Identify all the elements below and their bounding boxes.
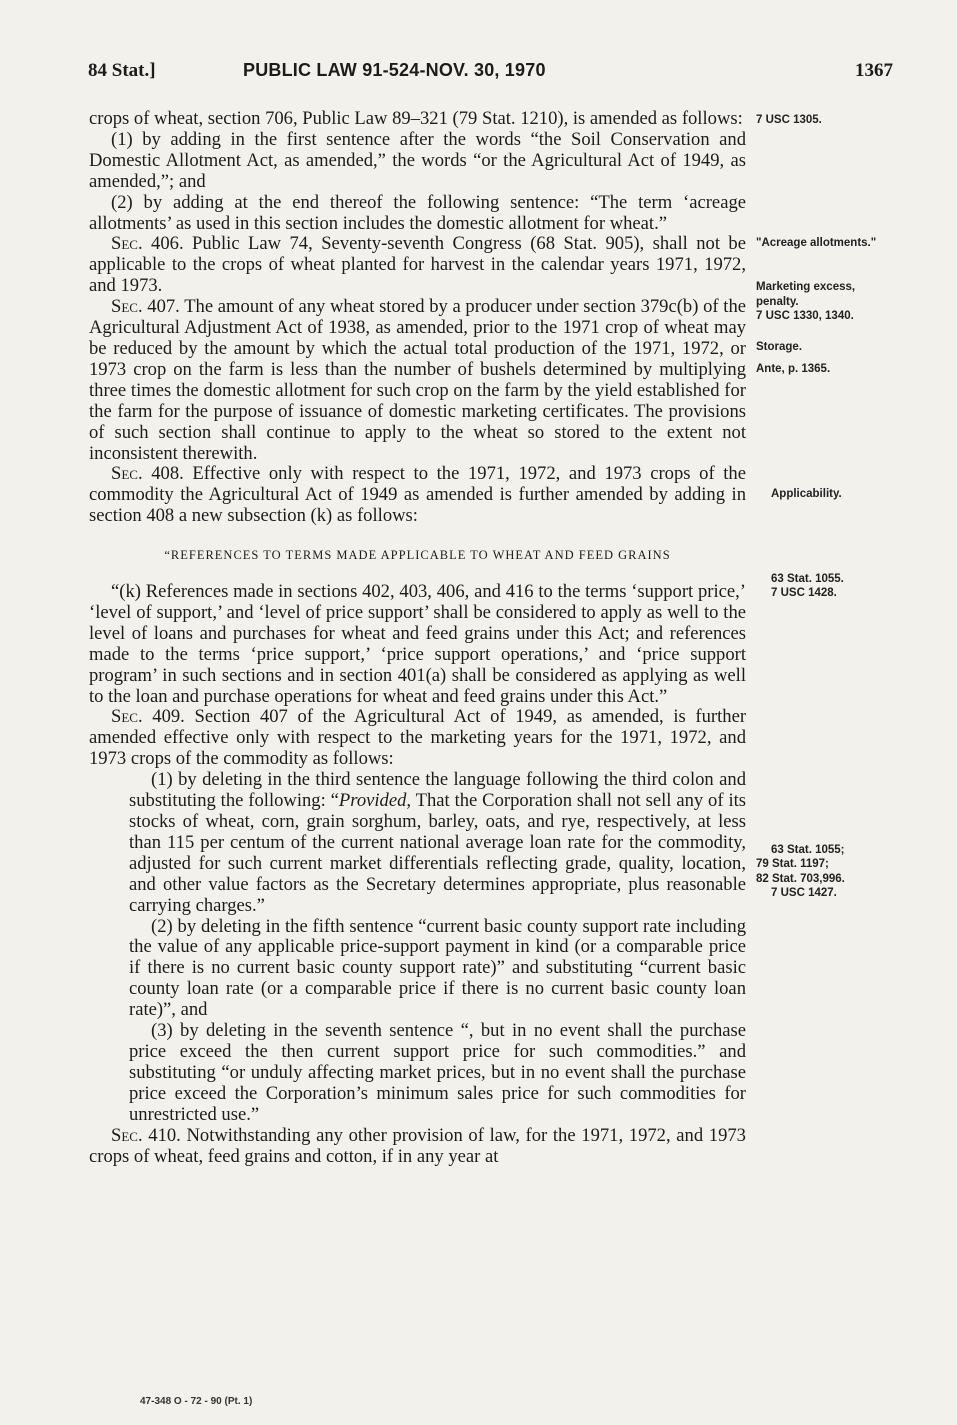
margin-note-marketing-excess: Marketing excess, penalty. xyxy=(756,281,856,308)
margin-note-7usc1427: 7 USC 1427. xyxy=(771,887,837,899)
section-407-text: The amount of any wheat stored by a producer under section 379c(b) of the Agricultural Adjustment Act of 1938, as amended, prior to the 1971 crop of wheat may be reduced by the amount by which the actual total production of the 1971, 1972, or 1973 crop on the farm is less than the number of bushels determined by multiplying three times the domestic allotment for such crop on the farm by the yield established for the farm for the purpose of issuance of domestic marketing certificates. The provisions of such section shall continue to apply to the wheat so stored to the extent not inconsistent therewith. xyxy=(89,296,746,464)
margin-note-ante: Ante, p. 1365. xyxy=(756,363,831,375)
section-408-text: Effective only with respect to the 1971, 1972, and 1973 crops of the commodity the Agricultural Act of 1949 as amended is further amended by adding in section 408 a new subsection (k) as follows: xyxy=(89,463,746,527)
margin-note-82stat703: 82 Stat. 703,996. xyxy=(756,873,845,885)
paragraph-amend-2: (2) by adding at the end thereof the following sentence: “The term ‘acreage allotments’ as used in this section includes the domestic allotment for wheat.” xyxy=(89,191,746,234)
margin-note-7usc1305: 7 USC 1305. xyxy=(756,114,822,126)
margin-note-applicability: Applicability. xyxy=(771,488,842,500)
footer-code: 47-348 O - 72 - 90 (Pt. 1) xyxy=(140,1396,253,1407)
margin-note-acreage-allotments: "Acreage allotments." xyxy=(756,237,877,249)
margin-note-storage: Storage. xyxy=(756,341,803,353)
section-410-label: Sec. 410. xyxy=(111,1124,181,1146)
stat-reference: 84 Stat.] xyxy=(88,60,156,81)
page-number: 1367 xyxy=(855,60,893,81)
section-407 xyxy=(89,297,746,464)
section-409 xyxy=(89,707,746,770)
section-410 xyxy=(89,1126,746,1168)
margin-note-63stat1055b: 63 Stat. 1055; xyxy=(771,844,845,856)
provided-italic: Provided, xyxy=(338,790,412,812)
section-406 xyxy=(89,234,746,297)
section-408 xyxy=(89,464,746,527)
subsection-k: “(k) References made in sections 402, 403, 406, and 416 to the terms ‘support price,’ ‘level of support,’ and ‘level of price support’ shall be considered to apply as well to the level of loans and purchases for wheat and feed grains under this Act; and references made to the terms ‘price support,’ ‘price support operations,’ and ‘price support program’ in such sections and in section 401(a) shall be considered as applying as well to the loan and purchase operations for wheat and feed grains under this Act.” xyxy=(89,581,746,707)
page-header xyxy=(88,60,893,90)
section-409-label: Sec. 409. xyxy=(111,706,185,728)
body-text xyxy=(89,109,746,1167)
margin-note-7usc1428: 7 USC 1428. xyxy=(771,587,837,599)
paragraph-amend-1: (1) by adding in the first sentence after the words “the Soil Conservation and Domestic Allotment Act, as amended,” the words “or the Agricultural Act of 1949, as amended,”; and xyxy=(89,128,746,192)
margin-note-63stat1055: 63 Stat. 1055. xyxy=(771,573,844,585)
section-406-text: Public Law 74, Seventy-seventh Congress (68 Stat. 905), shall not be applicable to the crops of wheat planted for harvest in the calendar years 1971, 1972, and 1973. xyxy=(89,233,746,297)
section-409-item-1: (1) by deleting in the third sentence the language following the third colon and substituting the following: “Provided, That the Corporation shall not sell any of its stocks of wheat, corn, grain sorghum, barley, oats, and rye, respectively, at less than 115 per centum of the current national average loan rate for the commodity, adjusted for such current market differentials reflecting grade, quality, location, and other value factors as the Secretary determines appropriate, plus reasonable carrying charges.” xyxy=(129,769,747,916)
section-407-label: Sec. 407. xyxy=(111,296,180,318)
subsection-heading: “REFERENCES TO TERMS MADE APPLICABLE TO WHEAT AND FEED GRAINS xyxy=(164,548,671,563)
section-409-item-2: (2) by deleting in the fifth sentence “current basic county support rate including the value of any applicable price-support payment in kind (or a comparable price if there is no current basic county support rate)” and substituting “current basic county loan rate (or a comparable price if there is no current basic county loan rate)”, and xyxy=(129,915,746,1021)
paragraph-intro: crops of wheat, section 706, Public Law 89–321 (79 Stat. 1210), is amended as follows: xyxy=(89,108,743,129)
section-409-item-3: (3) by deleting in the seventh sentence “, but in no event shall the purchase price exceed the then current support price for such commodities.” and substituting “or unduly affecting market prices, but in no event shall the purchase price exceed the Corporation’s minimum sales price for such commodities for unrestricted use.” xyxy=(129,1020,746,1125)
margin-note-79stat1197: 79 Stat. 1197; xyxy=(756,858,829,870)
section-409-text: Section 407 of the Agricultural Act of 1949, as amended, is further amended effective only with respect to the marketing years for the 1971, 1972, and 1973 crops of the commodity as follows: xyxy=(89,706,747,770)
section-406-label: Sec. 406. xyxy=(111,233,184,255)
margin-note-7usc1330: 7 USC 1330, 1340. xyxy=(756,310,854,322)
section-408-label: Sec. 408. xyxy=(111,463,184,485)
page-title: PUBLIC LAW 91-524-NOV. 30, 1970 xyxy=(243,60,546,80)
section-410-text: Notwithstanding any other provision of law, for the 1971, 1972, and 1973 crops of wheat, feed grains and cotton, if in any year at xyxy=(89,1124,746,1167)
